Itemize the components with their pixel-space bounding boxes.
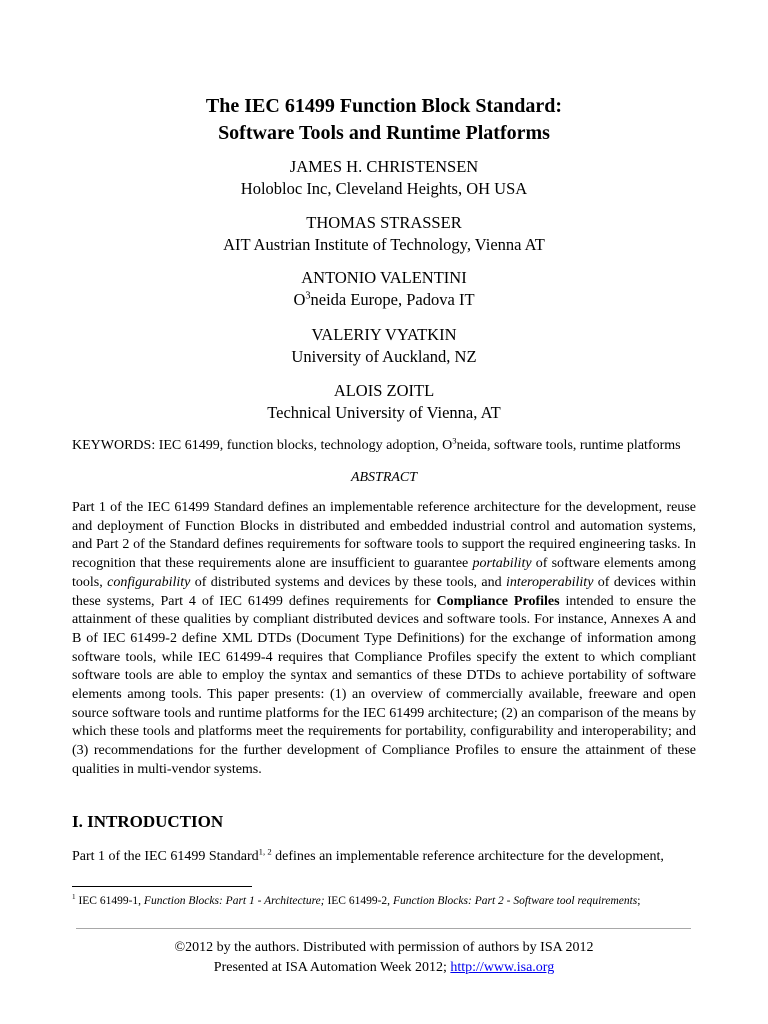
- paper-title-line-1: The IEC 61499 Function Block Standard:: [205, 95, 563, 117]
- isa-link[interactable]: http://www.isa.org: [450, 960, 555, 975]
- footnote: $^1$ IEC 61499-1, Function Blocks: Part 1 - Architecture; IEC 61499-2, Function Blocks: Part 2 - Software tool requirements;: [72, 893, 641, 907]
- footer-divider: [76, 928, 691, 929]
- footer-copyright: ©2012 by the authors. Distributed with permission of authors by ISA 2012: [174, 940, 594, 955]
- author-affiliation: Technical University of Vienna, AT: [267, 403, 501, 422]
- section-heading-introduction: I. INTRODUCTION: [72, 812, 224, 831]
- footer-presented: Presented at ISA Automation Week 2012; http://www.isa.org: [213, 960, 555, 975]
- author-name: VALERIY VYATKIN: [311, 325, 457, 344]
- introduction-paragraph: Part 1 of the IEC 61499 Standard$^{1, 2}$ defines an implementable reference architecture for the development,: [72, 846, 664, 864]
- author-name: JAMES H. CHRISTENSEN: [289, 157, 479, 176]
- author-affiliation: Holobloc Inc, Cleveland Heights, OH USA: [240, 179, 528, 198]
- author-name: ALOIS ZOITL: [333, 381, 435, 400]
- author-affiliation: AIT Austrian Institute of Technology, Vienna AT: [223, 235, 545, 254]
- footnote-separator: [72, 886, 252, 887]
- abstract-body: Part 1 of the IEC 61499 Standard defines an implementable reference architecture for the development, reuse and deployment of Function Blocks in distributed and embedded industrial control and automation systems, and Part 2 of the Standard defines requirements for software tools to support the required engineering tasks. In recognition that these requirements alone are insufficient to guarantee portability of software elements among tools, configurability of distributed systems and devices by these tools, and interoperability of devices within these systems, Part 4 of IEC 61499 defines requirements for Compliance Profiles intended to ensure the attainment of these qualities by compliant distributed devices and software tools. For instance, Annexes A and B of IEC 61499-2 define XML DTDs (Document Type Definitions) for the exchange of information among software tools, while IEC 61499-4 requires that Compliance Profiles specify the extent to which compliant software tools are able to employ the syntax and semantics of these DTDs to achieve portability of software elements among tools. This paper presents: (1) an overview of commercially available, freeware and open source software tools and runtime platforms for the IEC 61499 architecture; (2) an comparison of the means by which these tools and platforms meet the requirements for portability, configurability and interoperability; and (3) recommendations for the further development of Compliance Profiles to ensure the attainment of these qualities in multi-vendor systems.: [72, 500, 697, 777]
- author-affiliation: $O^3neida$ Europe, Padova IT: [293, 290, 475, 309]
- author-name: ANTONIO VALENTINI: [301, 268, 467, 287]
- author-affiliation: University of Auckland, NZ: [291, 347, 477, 366]
- paper-title-line-2: Software Tools and Runtime Platforms: [218, 122, 550, 144]
- author-name: THOMAS STRASSER: [306, 213, 462, 232]
- keywords-line: KEYWORDS: IEC 61499, function blocks, technology adoption, $O^3neida$, software tools, runtime platforms: [72, 435, 681, 453]
- abstract-heading: ABSTRACT: [350, 470, 418, 485]
